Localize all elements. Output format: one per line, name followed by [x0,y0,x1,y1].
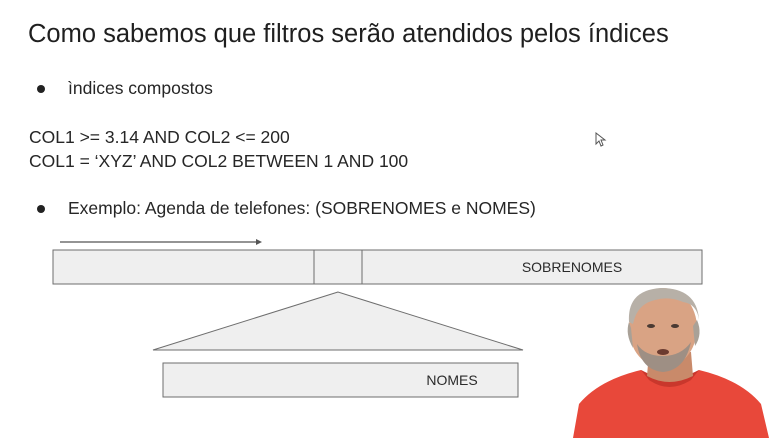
expansion-triangle [153,292,523,350]
filter-line-1: COL1 >= 3.14 AND COL2 <= 200 [29,127,290,147]
filter-line-2: COL1 = ‘XYZ’ AND COL2 BETWEEN 1 AND 100 [29,151,409,171]
slide-title: Como sabemos que filtros serão atendidos pelos índices [28,20,669,48]
sobrenomes-highlight-segment [314,250,362,284]
mouse-cursor-icon [595,132,607,148]
direction-arrow-icon [60,239,262,245]
presenter-video-icon [571,282,769,438]
sobrenomes-label: SOBRENOMES [521,259,623,275]
nomes-label: NOMES [426,372,478,388]
bullet-text: ìndices compostos [68,78,213,98]
bullet-text: Exemplo: Agenda de telefones: (SOBRENOMES e NOMES) [68,198,536,218]
